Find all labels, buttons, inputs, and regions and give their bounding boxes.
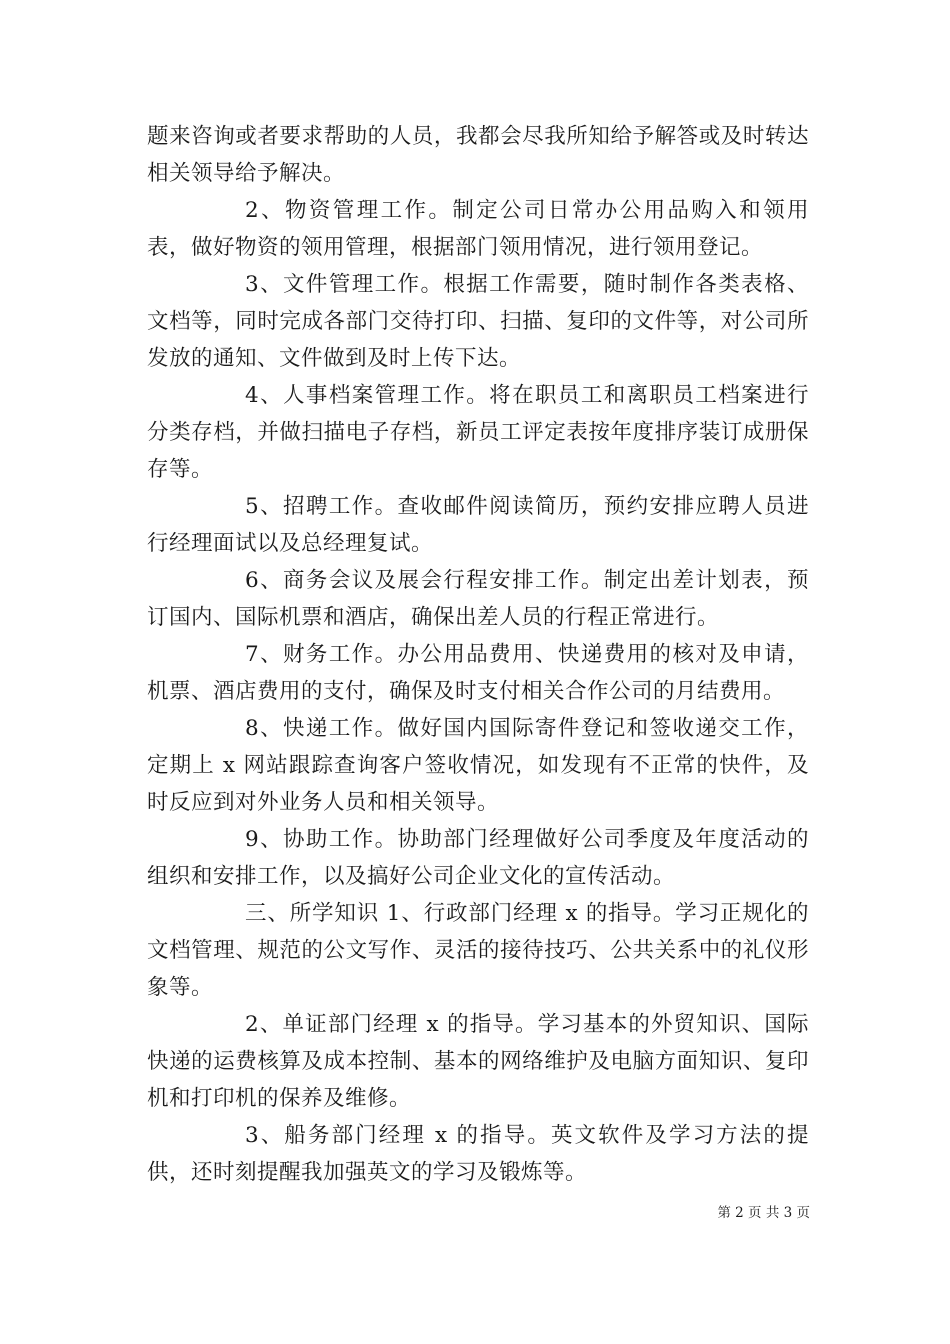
paragraph-materials-management: 2、物资管理工作。制定公司日常办公用品购入和领用表，做好物资的领用管理，根据部门领用情况，进行领用登记。 — [147, 198, 809, 260]
paragraph-assistance: 9、协助工作。协助部门经理做好公司季度及年度活动的组织和安排工作，以及搞好公司企业文化的宣传活动。 — [147, 827, 809, 889]
paragraph-knowledge-admin: 三、所学知识 1、行政部门经理 x 的指导。学习正规化的文档管理、规范的公文写作、灵活的接待技巧、公共关系中的礼仪形象等。 — [147, 901, 809, 1000]
paragraph-knowledge-shipping: 3、船务部门经理 x 的指导。英文软件及学习方法的提供，还时刻提醒我加强英文的学习及锻炼等。 — [147, 1123, 809, 1185]
paragraph-personnel-files: 4、人事档案管理工作。将在职员工和离职员工档案进行分类存档，并做扫描电子存档，新员工评定表按年度排序装订成册保存等。 — [147, 383, 809, 482]
paragraph-recruitment: 5、招聘工作。查收邮件阅读简历，预约安排应聘人员进行经理面试以及总经理复试。 — [147, 494, 809, 556]
paragraph-business-travel: 6、商务会议及展会行程安排工作。制定出差计划表，预订国内、国际机票和酒店，确保出差人员的行程正常进行。 — [147, 568, 809, 630]
paragraph-document-management: 3、文件管理工作。根据工作需要，随时制作各类表格、文档等，同时完成各部门交待打印、扫描、复印的文件等，对公司所发放的通知、文件做到及时上传下达。 — [147, 272, 809, 371]
paragraph-express-delivery: 8、快递工作。做好国内国际寄件登记和签收递交工作，定期上 x 网站跟踪查询客户签收情况，如发现有不正常的快件，及时反应到对外业务人员和相关领导。 — [147, 716, 809, 815]
document-body — [147, 118, 809, 1191]
paragraph-continuation: 题来咨询或者要求帮助的人员，我都会尽我所知给予解答或及时转达相关领导给予解决。 — [147, 124, 809, 186]
paragraph-finance: 7、财务工作。办公用品费用、快递费用的核对及申请，机票、酒店费用的支付，确保及时支付相关合作公司的月结费用。 — [147, 642, 809, 704]
page-number-footer: 第 2 页 共 3 页 — [717, 1205, 810, 1221]
paragraph-knowledge-documentation: 2、单证部门经理 x 的指导。学习基本的外贸知识、国际快递的运费核算及成本控制、基本的网络维护及电脑方面知识、复印机和打印机的保养及维修。 — [147, 1012, 809, 1111]
